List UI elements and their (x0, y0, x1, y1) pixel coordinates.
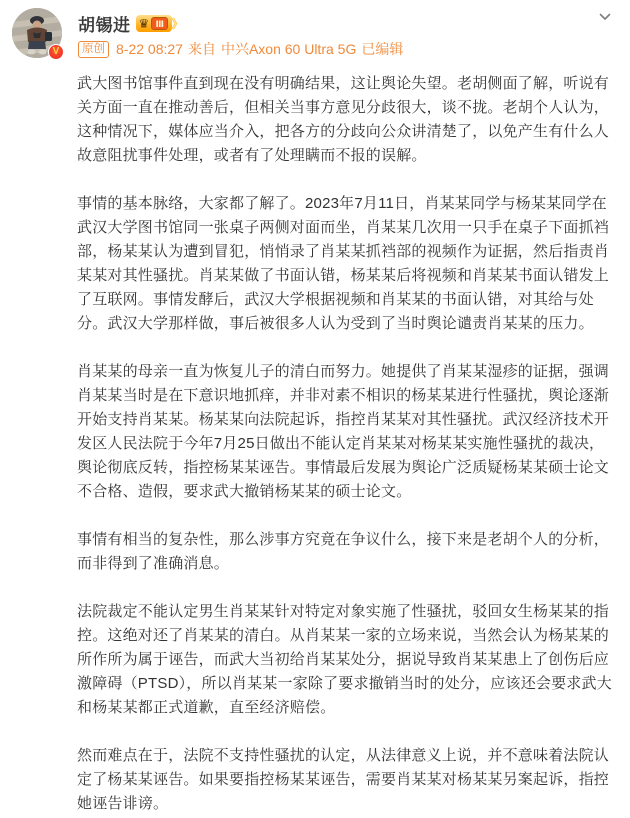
device-link[interactable]: 中兴Axon 60 Ultra 5G (220, 41, 357, 57)
post-paragraph: 然而难点在于，法院不支持性骚扰的认定，从法律意义上说，并不意味着法院认定了杨某某诬告。如果要指控杨某某诬告，需要肖某某对杨某某另案起诉，指控她诬告诽谤。 (77, 747, 610, 812)
vip-badge-tail-icon: 》 (171, 16, 184, 31)
verified-v-icon: V (48, 44, 64, 60)
edited-label[interactable]: 已编辑 (361, 41, 404, 57)
vip-crown-badge[interactable] (136, 15, 184, 32)
crown-icon: ♛ (138, 16, 150, 30)
vip-level-label: Ⅲ (151, 17, 168, 30)
from-label: 来自 (187, 41, 216, 57)
post-paragraph: 事情的基本脉络，大家都了解了。2023年7月11日，肖某某同学与杨某某同学在武汉大学图书馆同一张桌子两侧对面而坐，肖某某几次用一只手在桌子下面抓裆部，杨某某认为遭到冒犯，悄悄录了肖某某抓裆部的视频作为证据，然后指责肖某某对其性骚扰。肖某某做了书面认错，杨某某后将视频和肖某某书面认错发上了互联网。事情发酵后，武汉大学根据视频和肖某某的书面认错，对其给与处分。武汉大学那样做，事后被很多人认为受到了当时舆论谴责肖某某的压力。 (77, 195, 610, 332)
post-body (0, 64, 630, 816)
post-paragraph: 武大图书馆事件直到现在没有明确结果，这让舆论失望。老胡侧面了解，听说有关方面一直在推动善后，但相关当事方意见分歧很大，谈不拢。老胡个人认为，这种情况下，媒体应当介入，把各方的分歧向公众讲清楚了，以免产生有什么人故意阻扰事件处理，或者有了处理瞒而不报的误解。 (77, 75, 610, 164)
chevron-down-icon (596, 8, 614, 26)
original-badge: 原创 (78, 41, 109, 58)
post-paragraph: 肖某某的母亲一直为恢复儿子的清白而努力。她提供了肖某某湿疹的证据，强调肖某某当时是在下意识地抓痒，并非对素不相识的杨某某进行性骚扰，舆论逐渐开始支持肖某某。杨某某向法院起诉，指控肖某某对其性骚扰。武汉经济技术开发区人民法院于今年7月25日做出不能认定肖某某对杨某某实施性骚扰的裁决，舆论彻底反转，指控杨某某诬告。事情最后发展为舆论广泛质疑杨某某硕士论文不合格、造假，要求武大撤销杨某某的硕士论文。 (77, 363, 610, 500)
avatar[interactable] (12, 8, 62, 58)
post-header (0, 0, 630, 64)
post-meta (78, 39, 408, 59)
post-paragraph: 事情有相当的复杂性，那么涉事方究竟在争议什么，接下来是老胡个人的分析，而非得到了准确消息。 (77, 531, 610, 572)
post-paragraph: 法院裁定不能认定男生肖某某针对特定对象实施了性骚扰，驳回女生杨某某的指控。这绝对还了肖某某的清白。从肖某某一家的立场来说，当然会认为杨某某的所作所为属于诬告，而武大当初给肖某某处分，据说导致肖某某患上了创伤后应激障碍（PTSD），所以肖某某一家除了要求撤销当时的处分，应该还会要求武大和杨某某都正式道歉，直至经济赔偿。 (77, 603, 612, 716)
post-time: 8-22 08:27 (116, 41, 183, 57)
collapse-chevron-button[interactable] (594, 6, 616, 28)
username[interactable]: 胡锡进 (78, 16, 131, 35)
